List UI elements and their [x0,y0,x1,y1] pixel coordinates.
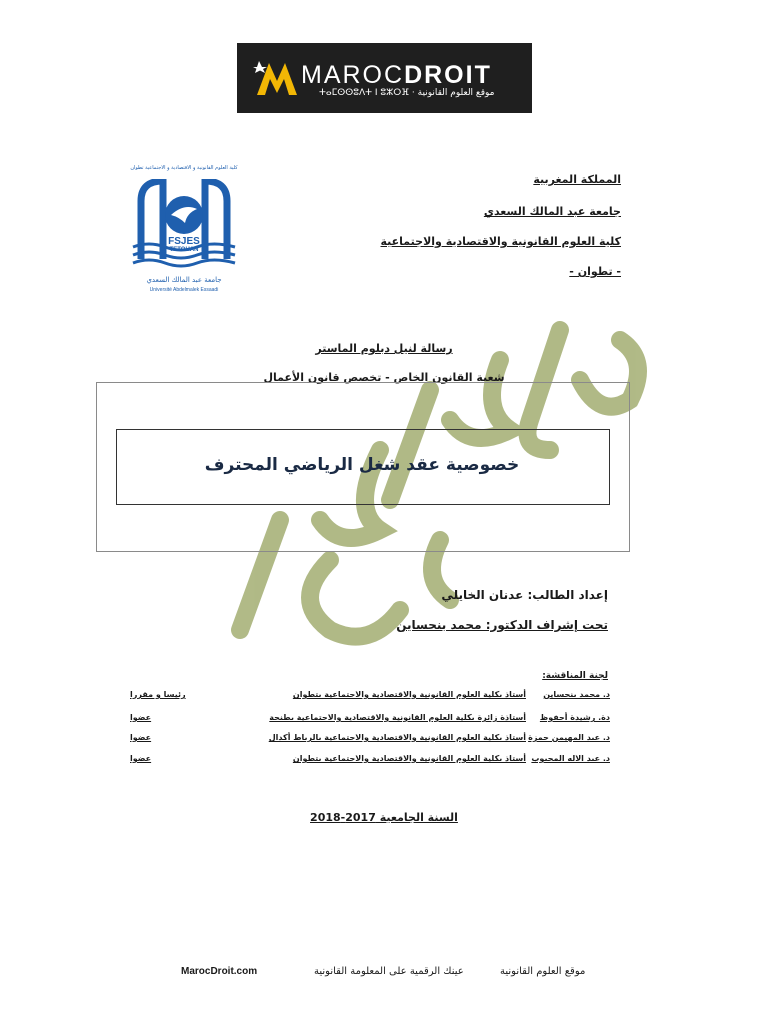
jury-member-role: عضوا [130,733,152,742]
jury-member-name: د. عبد الاله المحبوب [531,754,610,763]
jury-member-role: عضوا [130,754,152,763]
emblem-arch-icon [129,179,239,271]
emblem-acronym: FSJES [168,236,200,247]
university-emblem [123,165,245,297]
brand-name [301,61,492,90]
marocdroit-logo-icon [249,55,301,101]
track-line: شعبة القانون الخاص - تخصص قانون الأعمال [263,371,505,384]
header-kingdom: المملكة المغربية [533,173,621,186]
jury-member-name: دة. رشيدة أحفوظ [539,713,610,722]
jury-row [130,690,610,708]
jury-member-position: أستاذ بكلية العلوم القانونية والاقتصادية والاجتماعية بتطوان [292,690,526,699]
jury-member-name: د. عبد المهيمن حمزة [528,733,610,742]
student-line: إعداد الطالب: عدنان الخايلي [441,588,608,602]
jury-member-name: د. محمد بنحساين [543,690,610,699]
marocdroit-logo-banner [237,43,532,113]
jury-row [130,754,610,772]
brand-tagline: ⵜⴰⵎⵙⵙⵓⴷⵜ ⵏ ⵓⵣⵔⴼ · موقع العلوم القانونية [319,88,495,98]
jury-member-role: رئيسا و مقررا [130,690,186,699]
jury-member-role: عضوا [130,713,152,722]
brand-suffix: DROIT [404,61,492,89]
header-faculty: كلية العلوم القانونية والاقتصادية والاجتماعية [380,235,621,248]
header-university: جامعة عبد المالك السعدي [483,205,621,218]
footer-slogan: عينك الرقمية على المعلومة القانونية [314,966,464,977]
supervisor-line: تحت إشراف الدكتور: محمد بنحساين [396,618,608,632]
brand-prefix: MAROC [301,61,405,89]
emblem-bottom-caption-latin: Université Abdelmalek Essaadi [149,287,219,293]
emblem-bottom-caption: جامعة عبد المالك السعدي [146,276,222,284]
degree-line: رسالة لنيل دبلوم الماستر [315,342,453,355]
thesis-title: خصوصية عقد شغل الرياضي المحترف [204,455,520,475]
jury-member-position: أستاذ بكلية العلوم القانونية والاقتصادية والاجتماعية بالرباط أكدال [268,733,526,742]
header-city: - تطوان - [569,265,621,278]
emblem-top-caption: كلية العلوم القانونية و الاقتصادية و الاجتماعية تطوان [130,165,238,171]
footer-label: موقع العلوم القانونية [500,966,586,977]
jury-member-position: أستاذ بكلية العلوم القانونية والاقتصادية والاجتماعية بتطوان [292,754,526,763]
jury-row [130,713,610,731]
jury-heading: لجنة المناقشة: [542,671,608,681]
jury-row [130,733,610,751]
academic-year: السنة الجامعية 2017-2018 [310,811,458,824]
emblem-city: TETOUAN [169,247,199,253]
footer-site: MarocDroit.com [181,966,258,977]
jury-member-position: أستاذة زائرة بكلية العلوم القانونية والاقتصادية والاجتماعية بطنجة [269,713,526,722]
